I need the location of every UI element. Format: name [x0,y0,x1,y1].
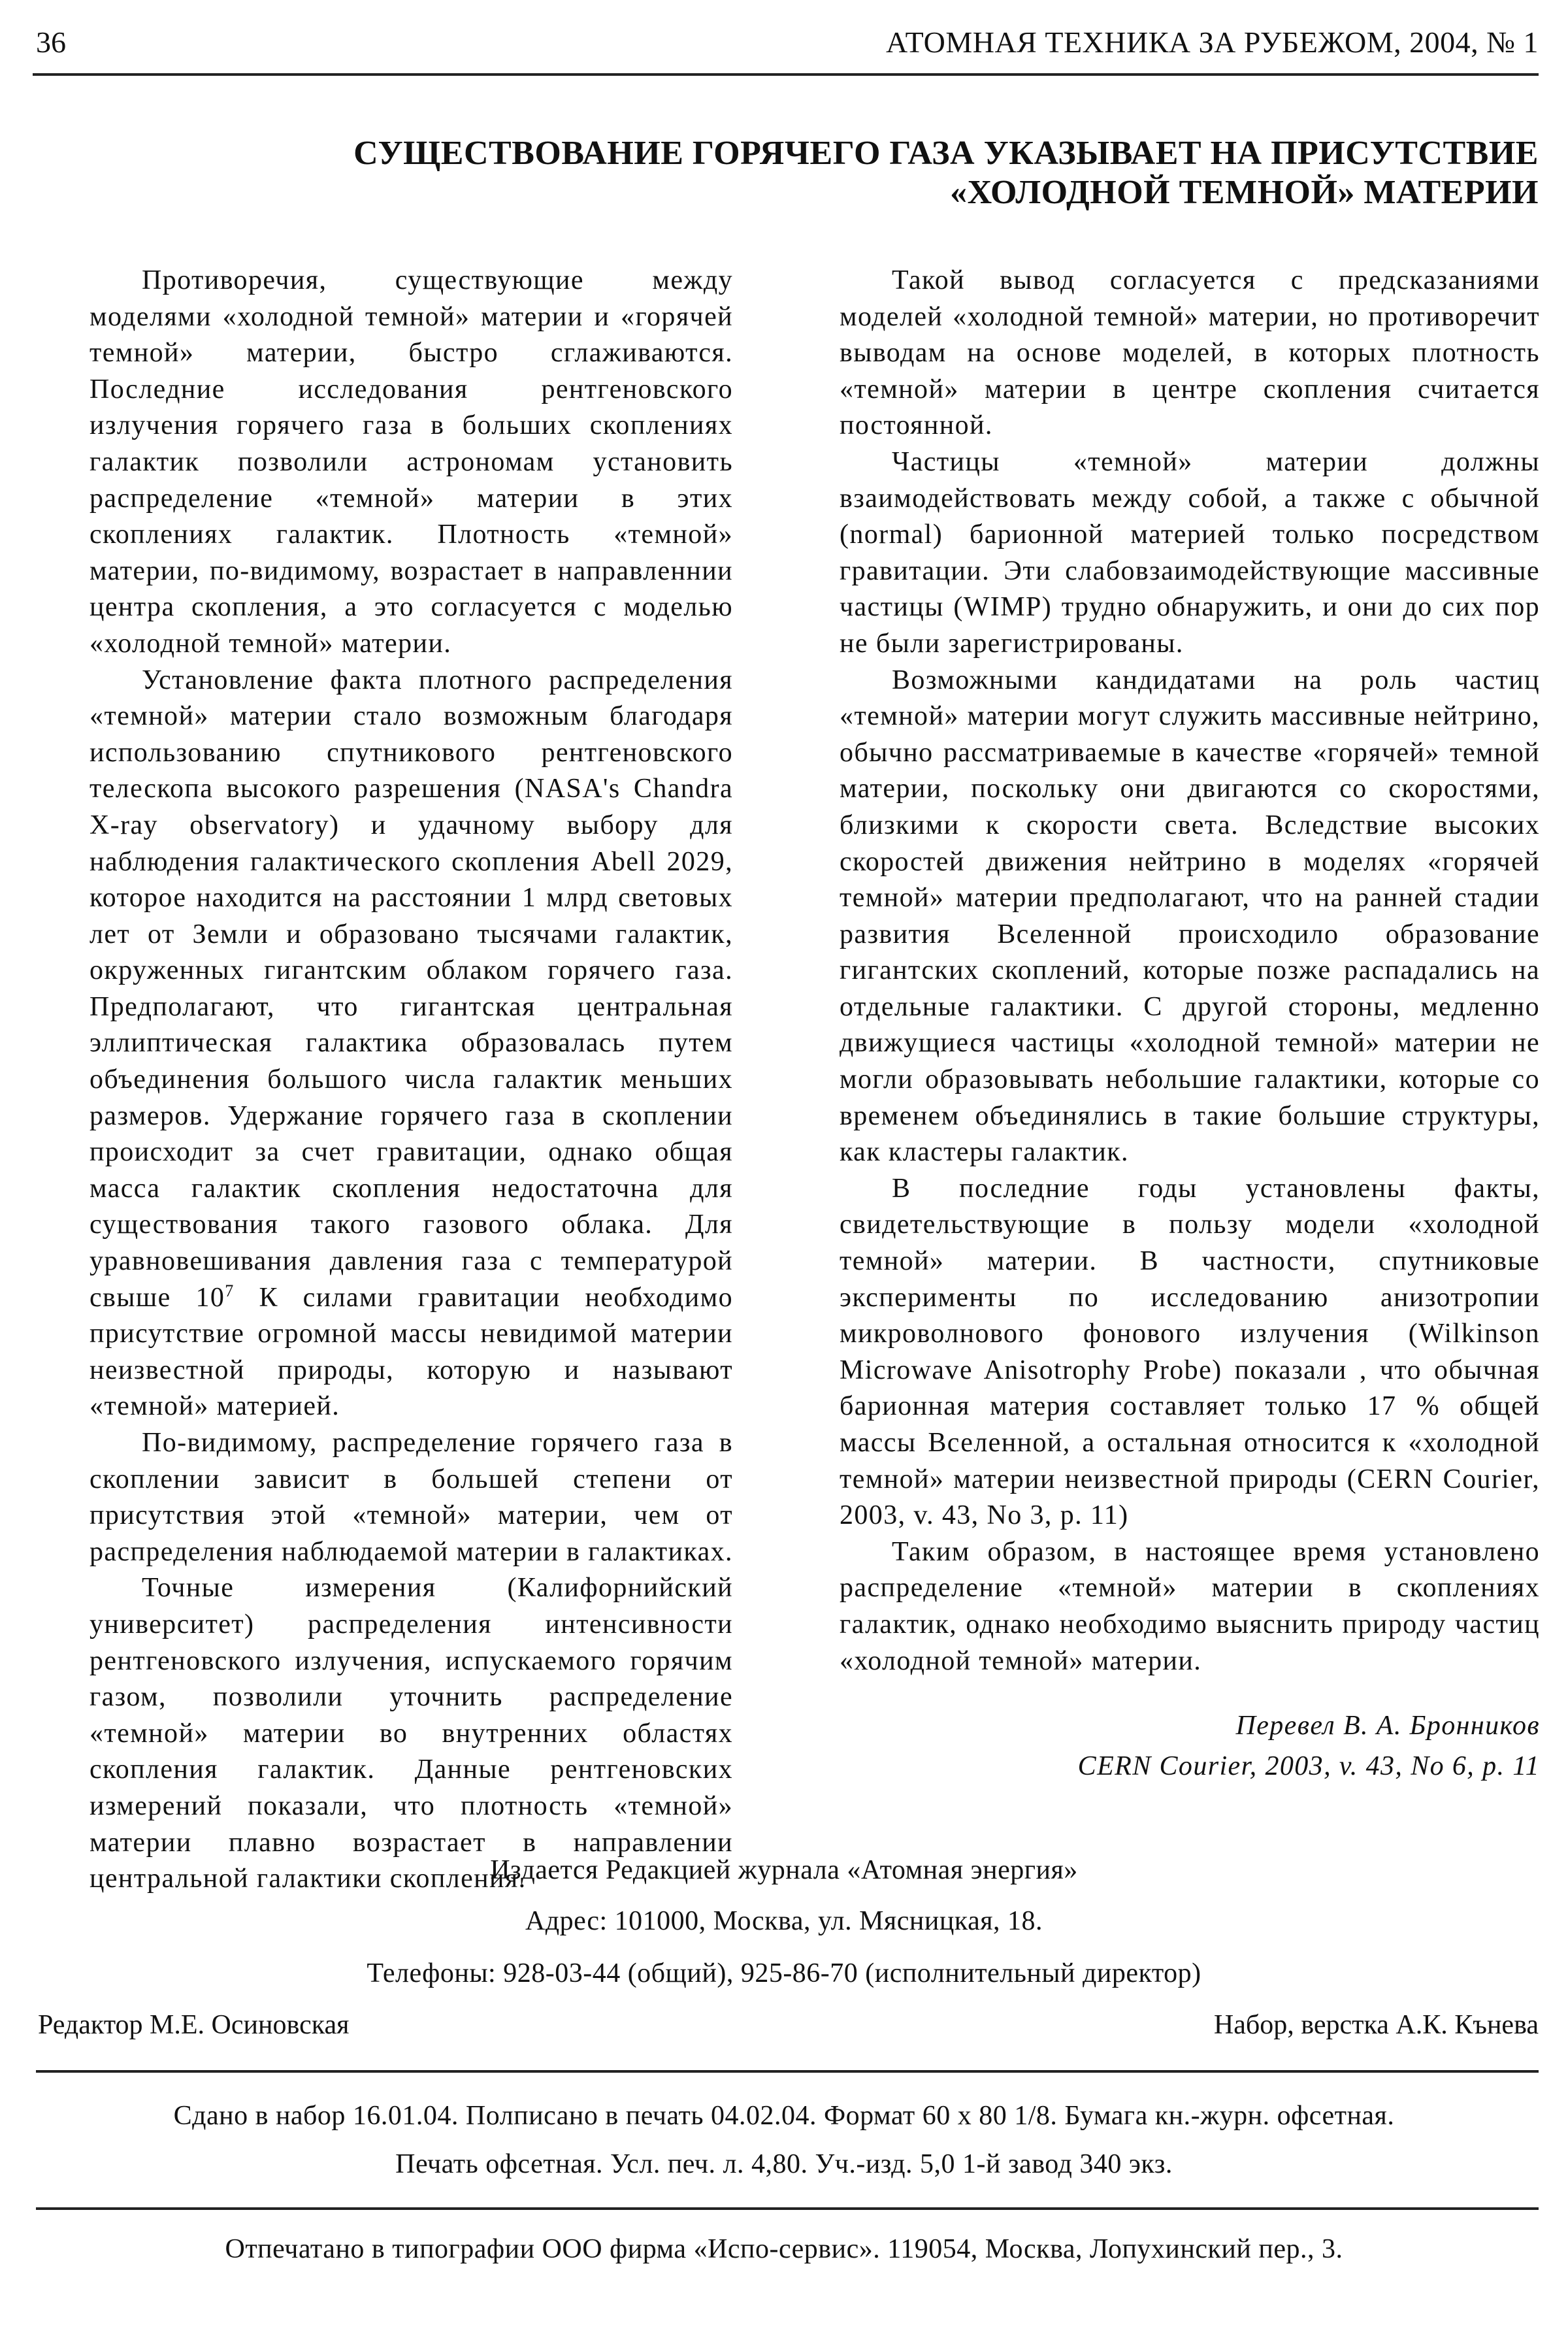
title-line-1: СУЩЕСТВОВАНИЕ ГОРЯЧЕГО ГАЗА УКАЗЫВАЕТ НА ПРИСУТСТВИЕ [353,135,1539,172]
paragraph: Таким образом, в настоящее время установлено распределение «темной» материи в скоплениях галактик, однако необходимо выяснить природу частиц «холодной темной» материи. [840,1536,1540,1676]
header-rule [33,73,1539,76]
translator: Перевел В. А. Бронников [1235,1711,1540,1741]
paragraph-text: К силами гравитации необходимо присутствие огромной массы невидимой материи неизвестной природы, которую и называют «темной» материей. [90,1282,733,1422]
right-column [840,263,1540,1786]
imprint-rule-2 [36,2207,1539,2210]
paragraph: Противоречия, существующие между моделями «холодной темной» материи и «горячей темной» материи, быстро сглаживаются. Последние исследования рентгеновского излучения горячего газа в больших скоплениях галактик позволили астрономам установить распределение «темной» материи в этих скоплениях галактик. Плотность «темной» материи, по-видимому, возрастает в направленнии центра скопления, а это согласуется с моделью «холодной темной» материи. [90,265,733,659]
address-line: Адрес: 101000, Москва, ул. Мясницкая, 18. [525,1906,1043,1936]
exponent: 7 [225,1281,235,1300]
paragraph: Возможными кандидатами на роль частиц «темной» материи могут служить массивные нейтрино, обычно рассматриваемые в качестве «горячей» темной материи, поскольку они двигаются со скоростями, близкими к скорости света. Вследствие высоких скоростей движения нейтрино в моделях «горячей темной» материи предполагают, что на ранней стадии развития Вселенной происходило образование гигантских скоплений, которые позже распадались на отдельные галактики. С другой стороны, медленно движущиеся частицы «холодной темной» материи не могли образовывать небольшие галактики, которые со временем объединялись в такие большие структуры, как кластеры галактик. [840,665,1540,1168]
paragraph: По-видимому, распределение горячего газа в скоплении зависит в большей степени от присутствия этой «темной» материи, чем от распределения наблюдаемой материи в галактиках. [90,1428,733,1567]
paragraph [90,663,733,1425]
paragraph-text: Установление факта плотного распределения «темной» материи стало возможным благодаря использованию спутникового рентгеновского телескопа высокого разрешения (NASA's Chandra X-ray observatory) и удачному выбору для наблюдения галактического скопления Abell 2029, которое находится на расстоянии 1 млрд световых лет от Земли и образовано тысячами галактик, окруженных гигантским облаком горячего газа. Предполагают, что гигантская центральная эллиптическая галактика образовалась путем объединения большого числа галактик меньших размеров. Удержание горячего газа в скоплении происходит за счет гравитации, однако общая масса галактик скопления недостаточна для существования такого газового облака. Для уравновешивания давления газа с температурой свыше 10 [90,665,733,1313]
credits [840,1705,1540,1786]
paragraph: В последние годы установлены факты, свидетельствующие в пользу модели «холодной темной» материи. В частности, спутниковые эксперименты по исследованию анизотропии микроволнового фонового излучения (Wilkinson Microwave Anisotrophy Probe) показали , что обычная барионная материя составляет только 17 % общей массы Вселенной, а остальная относится к «холодной темной» материи неизвестной природы (CERN Courier, 2003, v. 43, No 3, p. 11) [840,1173,1540,1531]
typesetting-credit: Набор, верстка А.К. Кънева [1213,2010,1539,2040]
page-number: 36 [36,25,66,59]
article-title [353,134,1539,212]
editor-credit: Редактор М.Е. Осиновская [38,2010,350,2040]
phones-line: Телефоны: 928-03-44 (общий), 925-86-70 (исполнительный директор) [367,1958,1201,1988]
production-line-2: Печать офсетная. Усл. печ. л. 4,80. Уч.-изд. 5,0 1-й завод 340 экз. [395,2149,1173,2179]
running-header: АТОМНАЯ ТЕХНИКА ЗА РУБЕЖОМ, 2004, № 1 [885,25,1539,59]
publisher-line: Издается Редакцией журнала «Атомная энергия» [490,1855,1078,1885]
title-line-2: «ХОЛОДНОЙ ТЕМНОЙ» МАТЕРИИ [950,174,1539,211]
paragraph: Точные измерения (Калифорнийский университет) распределения интенсивности рентгеновского излучения, испускаемого горячим газом, позволили уточнить распределение «темной» материи во внутренних областях скопления галактик. Данные рентгеновских измерений показали, что плотность «темной» материи плавно возрастает в направлении центральной галактики скопления. [90,1573,733,1894]
source-citation: CERN Courier, 2003, v. 43, No 6, p. 11 [1077,1751,1540,1782]
printer-line: Отпечатано в типографии ООО фирма «Испо-сервис». 119054, Москва, Лопухинский пер., 3. [225,2234,1343,2264]
production-line-1: Сдано в набор 16.01.04. Полписано в печать 04.02.04. Формат 60 x 80 1/8. Бумага кн.-журн. офсетная. [173,2101,1395,2131]
imprint-rule-1 [36,2070,1539,2073]
paragraph: Частицы «темной» материи должны взаимодействовать между собой, а также с обычной (normal) барионной материей только посредством гравитации. Эти слабовзаимодействующие массивные частицы (WIMP) трудно обнаружить, и они до сих пор не были зарегистрированы. [840,446,1540,659]
paragraph: Такой вывод согласуется с предсказаниями моделей «холодной темной» материи, но противоречит выводам на основе моделей, в которых плотность «темной» материи в центре скопления считается постоянной. [840,265,1540,441]
left-column [90,263,733,1898]
